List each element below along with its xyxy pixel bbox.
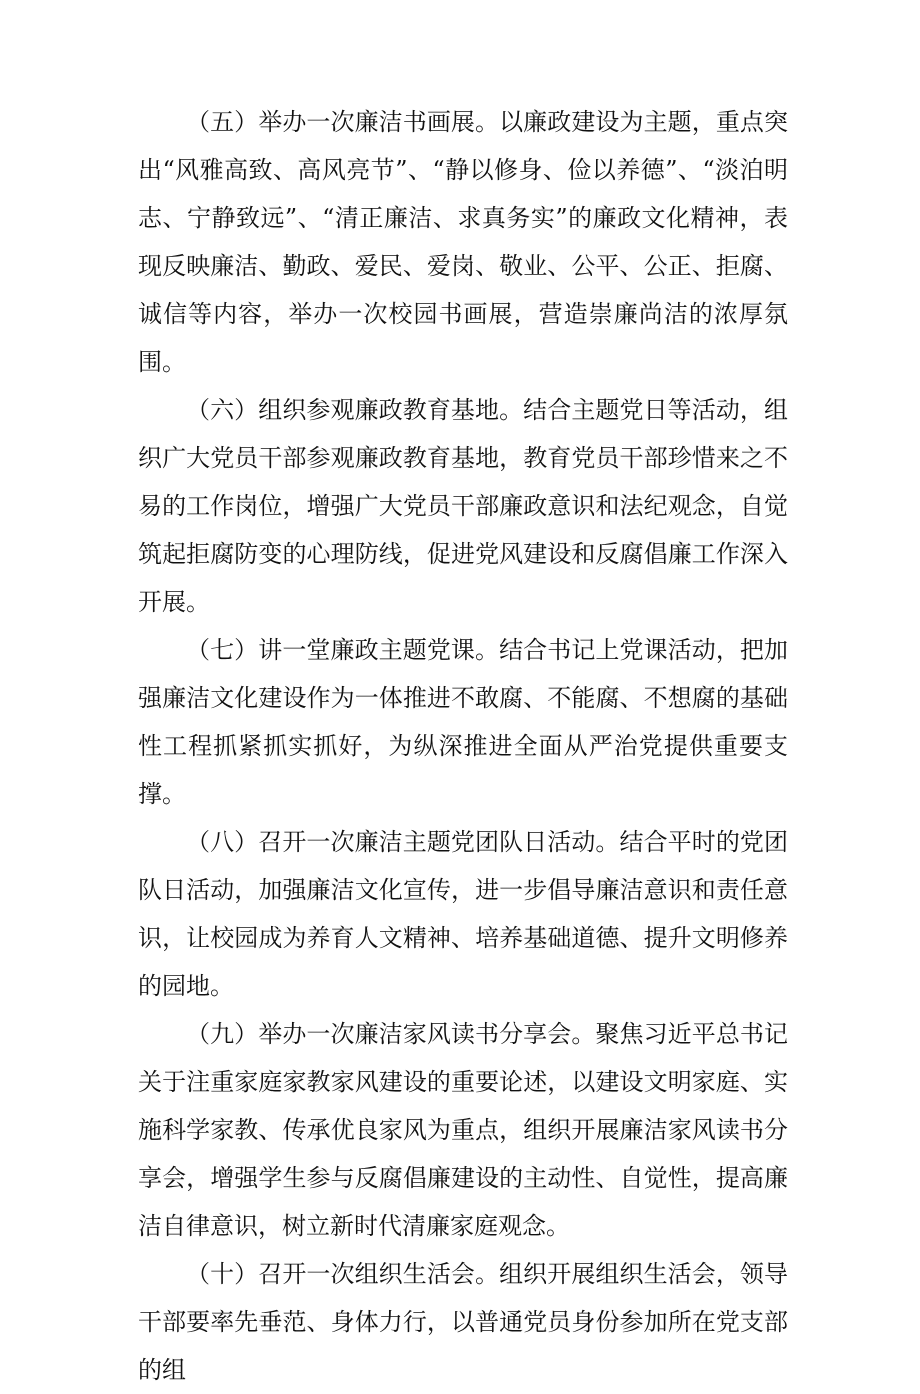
paragraph-9: （九）举办一次廉洁家风读书分享会。聚焦习近平总书记关于注重家庭家教家风建设的重要论述，以建设文明家庭、实施科学家教、传承优良家风为重点，组织开展廉洁家风读书分享会，增强学生参与反腐倡廉建设的主动性、自觉性，提高廉洁自律意识，树立新时代清廉家庭观念。 [138, 1020, 788, 1240]
paragraph-6: （六）组织参观廉政教育基地。结合主题党日等活动，组织广大党员干部参观廉政教育基地，教育党员干部珍惜来之不易的工作岗位，增强广大党员干部廉政意识和法纪观念，自觉筑起拒腐防变的心理防线，促进党风建设和反腐倡廉工作深入开展。 [138, 396, 788, 616]
paragraph-8: （八）召开一次廉洁主题党团队日活动。结合平时的党团队日活动，加强廉洁文化宣传，进一步倡导廉洁意识和责任意识，让校园成为养育人文精神、培养基础道德、提升文明修养的园地。 [138, 828, 788, 1000]
paragraph-5: （五）举办一次廉洁书画展。以廉政建设为主题，重点突出“风雅高致、高风亮节”、“静以修身、俭以养德”、“淡泊明志、宁静致远”、“清正廉洁、求真务实”的廉政文化精神，表现反映廉洁、勤政、爱民、爱岗、敬业、公平、公正、拒腐、诚信等内容，举办一次校园书画展，营造崇廉尚洁的浓厚氛围。 [138, 108, 788, 376]
document-page [138, 98, 788, 1394]
paragraph-10: （十）召开一次组织生活会。组织开展组织生活会，领导干部要率先垂范、身体力行，以普通党员身份参加所在党支部的组 [138, 1260, 788, 1384]
paragraph-7: （七）讲一堂廉政主题党课。结合书记上党课活动，把加强廉洁文化建设作为一体推进不敢腐、不能腐、不想腐的基础性工程抓紧抓实抓好，为纵深推进全面从严治党提供重要支撑。 [138, 636, 788, 808]
